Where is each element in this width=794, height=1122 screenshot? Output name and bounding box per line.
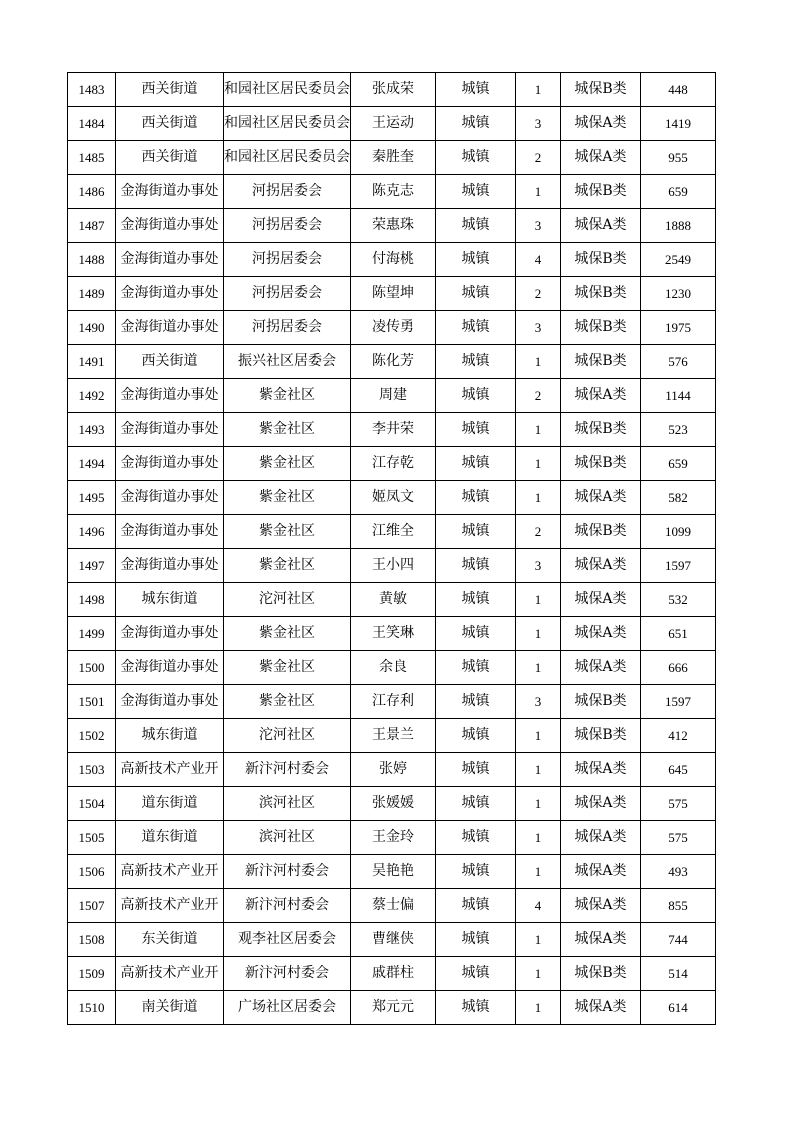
amount-cell: 2549	[641, 243, 716, 277]
community-cell: 新汴河村委会	[224, 889, 351, 923]
community-cell: 新汴河村委会	[224, 855, 351, 889]
amount-cell: 575	[641, 787, 716, 821]
table-row	[68, 413, 716, 447]
street-cell: 城东街道	[116, 583, 224, 617]
row-number-cell: 1505	[68, 821, 116, 855]
name-cell: 江存乾	[351, 447, 436, 481]
street-cell: 金海街道办事处	[116, 481, 224, 515]
insurance-category-cell: 城保B类	[561, 277, 641, 311]
row-number-cell: 1503	[68, 753, 116, 787]
area-type-cell: 城镇	[436, 481, 516, 515]
community-cell: 紫金社区	[224, 685, 351, 719]
area-type-cell: 城镇	[436, 107, 516, 141]
area-type-cell: 城镇	[436, 719, 516, 753]
area-type-cell: 城镇	[436, 277, 516, 311]
area-type-cell: 城镇	[436, 991, 516, 1025]
name-cell: 王景兰	[351, 719, 436, 753]
name-cell: 蔡士偏	[351, 889, 436, 923]
community-cell: 河拐居委会	[224, 311, 351, 345]
community-cell: 观李社区居委会	[224, 923, 351, 957]
row-number-cell: 1494	[68, 447, 116, 481]
row-number-cell: 1504	[68, 787, 116, 821]
table-row	[68, 73, 716, 107]
amount-cell: 514	[641, 957, 716, 991]
household-count-cell: 2	[516, 141, 561, 175]
area-type-cell: 城镇	[436, 345, 516, 379]
name-cell: 周建	[351, 379, 436, 413]
insurance-category-cell: 城保A类	[561, 991, 641, 1025]
area-type-cell: 城镇	[436, 787, 516, 821]
name-cell: 余良	[351, 651, 436, 685]
table-row	[68, 923, 716, 957]
row-number-cell: 1499	[68, 617, 116, 651]
table-body	[68, 73, 716, 1025]
row-number-cell: 1492	[68, 379, 116, 413]
street-cell: 西关街道	[116, 345, 224, 379]
street-cell: 西关街道	[116, 141, 224, 175]
row-number-cell: 1495	[68, 481, 116, 515]
community-cell: 滨河社区	[224, 821, 351, 855]
household-count-cell: 1	[516, 447, 561, 481]
table-row	[68, 481, 716, 515]
amount-cell: 1975	[641, 311, 716, 345]
street-cell: 西关街道	[116, 73, 224, 107]
insurance-category-cell: 城保B类	[561, 515, 641, 549]
row-number-cell: 1501	[68, 685, 116, 719]
amount-cell: 651	[641, 617, 716, 651]
row-number-cell: 1496	[68, 515, 116, 549]
name-cell: 王笑琳	[351, 617, 436, 651]
row-number-cell: 1497	[68, 549, 116, 583]
table-row	[68, 175, 716, 209]
household-count-cell: 1	[516, 175, 561, 209]
table-row	[68, 107, 716, 141]
street-cell: 金海街道办事处	[116, 209, 224, 243]
area-type-cell: 城镇	[436, 651, 516, 685]
row-number-cell: 1487	[68, 209, 116, 243]
street-cell: 高新技术产业开	[116, 957, 224, 991]
household-count-cell: 1	[516, 957, 561, 991]
row-number-cell: 1502	[68, 719, 116, 753]
insurance-category-cell: 城保B类	[561, 957, 641, 991]
amount-cell: 575	[641, 821, 716, 855]
row-number-cell: 1507	[68, 889, 116, 923]
name-cell: 姬凤文	[351, 481, 436, 515]
table-row	[68, 787, 716, 821]
amount-cell: 855	[641, 889, 716, 923]
household-count-cell: 1	[516, 481, 561, 515]
household-count-cell: 2	[516, 277, 561, 311]
street-cell: 金海街道办事处	[116, 277, 224, 311]
amount-cell: 1099	[641, 515, 716, 549]
household-count-cell: 1	[516, 855, 561, 889]
community-cell: 紫金社区	[224, 549, 351, 583]
street-cell: 金海街道办事处	[116, 685, 224, 719]
table-row	[68, 991, 716, 1025]
amount-cell: 582	[641, 481, 716, 515]
street-cell: 道东街道	[116, 787, 224, 821]
insurance-category-cell: 城保A类	[561, 753, 641, 787]
household-count-cell: 1	[516, 617, 561, 651]
insurance-category-cell: 城保B类	[561, 73, 641, 107]
street-cell: 城东街道	[116, 719, 224, 753]
table-row	[68, 515, 716, 549]
household-count-cell: 3	[516, 107, 561, 141]
street-cell: 东关街道	[116, 923, 224, 957]
street-cell: 金海街道办事处	[116, 413, 224, 447]
community-cell: 河拐居委会	[224, 175, 351, 209]
area-type-cell: 城镇	[436, 73, 516, 107]
household-count-cell: 3	[516, 311, 561, 345]
name-cell: 王运动	[351, 107, 436, 141]
row-number-cell: 1489	[68, 277, 116, 311]
row-number-cell: 1506	[68, 855, 116, 889]
community-cell: 沱河社区	[224, 583, 351, 617]
street-cell: 金海街道办事处	[116, 243, 224, 277]
household-count-cell: 4	[516, 243, 561, 277]
insurance-category-cell: 城保A类	[561, 855, 641, 889]
name-cell: 王小四	[351, 549, 436, 583]
insurance-category-cell: 城保A类	[561, 549, 641, 583]
row-number-cell: 1488	[68, 243, 116, 277]
insurance-category-cell: 城保A类	[561, 787, 641, 821]
amount-cell: 576	[641, 345, 716, 379]
street-cell: 高新技术产业开	[116, 753, 224, 787]
table-row	[68, 549, 716, 583]
insurance-category-cell: 城保A类	[561, 481, 641, 515]
community-cell: 河拐居委会	[224, 277, 351, 311]
row-number-cell: 1491	[68, 345, 116, 379]
household-count-cell: 1	[516, 73, 561, 107]
table-row	[68, 277, 716, 311]
household-count-cell: 1	[516, 345, 561, 379]
name-cell: 荣惠珠	[351, 209, 436, 243]
area-type-cell: 城镇	[436, 685, 516, 719]
area-type-cell: 城镇	[436, 243, 516, 277]
row-number-cell: 1509	[68, 957, 116, 991]
amount-cell: 1888	[641, 209, 716, 243]
insurance-category-cell: 城保A类	[561, 889, 641, 923]
area-type-cell: 城镇	[436, 413, 516, 447]
insurance-category-cell: 城保B类	[561, 345, 641, 379]
insurance-category-cell: 城保B类	[561, 685, 641, 719]
street-cell: 道东街道	[116, 821, 224, 855]
household-count-cell: 3	[516, 685, 561, 719]
amount-cell: 1230	[641, 277, 716, 311]
table-row	[68, 651, 716, 685]
area-type-cell: 城镇	[436, 175, 516, 209]
household-count-cell: 1	[516, 719, 561, 753]
amount-cell: 659	[641, 175, 716, 209]
amount-cell: 955	[641, 141, 716, 175]
community-cell: 和园社区居民委员会	[224, 141, 351, 175]
street-cell: 西关街道	[116, 107, 224, 141]
street-cell: 金海街道办事处	[116, 617, 224, 651]
table-row	[68, 345, 716, 379]
insurance-category-cell: 城保B类	[561, 719, 641, 753]
street-cell: 金海街道办事处	[116, 515, 224, 549]
area-type-cell: 城镇	[436, 379, 516, 413]
community-cell: 紫金社区	[224, 481, 351, 515]
row-number-cell: 1500	[68, 651, 116, 685]
name-cell: 黄敏	[351, 583, 436, 617]
street-cell: 金海街道办事处	[116, 651, 224, 685]
street-cell: 金海街道办事处	[116, 447, 224, 481]
community-cell: 新汴河村委会	[224, 957, 351, 991]
area-type-cell: 城镇	[436, 141, 516, 175]
insurance-category-cell: 城保A类	[561, 923, 641, 957]
table-row	[68, 243, 716, 277]
household-count-cell: 1	[516, 821, 561, 855]
community-cell: 沱河社区	[224, 719, 351, 753]
table-row	[68, 379, 716, 413]
table-row	[68, 583, 716, 617]
community-cell: 和园社区居民委员会	[224, 73, 351, 107]
name-cell: 秦胜奎	[351, 141, 436, 175]
household-count-cell: 1	[516, 923, 561, 957]
row-number-cell: 1510	[68, 991, 116, 1025]
name-cell: 凌传勇	[351, 311, 436, 345]
row-number-cell: 1490	[68, 311, 116, 345]
area-type-cell: 城镇	[436, 821, 516, 855]
name-cell: 江维全	[351, 515, 436, 549]
insurance-category-cell: 城保A类	[561, 651, 641, 685]
insurance-category-cell: 城保A类	[561, 379, 641, 413]
name-cell: 郑元元	[351, 991, 436, 1025]
amount-cell: 412	[641, 719, 716, 753]
name-cell: 戚群柱	[351, 957, 436, 991]
insurance-category-cell: 城保B类	[561, 447, 641, 481]
household-count-cell: 1	[516, 787, 561, 821]
name-cell: 江存利	[351, 685, 436, 719]
household-count-cell: 2	[516, 515, 561, 549]
area-type-cell: 城镇	[436, 617, 516, 651]
name-cell: 陈克志	[351, 175, 436, 209]
household-count-cell: 1	[516, 651, 561, 685]
table-row	[68, 447, 716, 481]
amount-cell: 448	[641, 73, 716, 107]
table-row	[68, 753, 716, 787]
table-row	[68, 311, 716, 345]
street-cell: 金海街道办事处	[116, 175, 224, 209]
area-type-cell: 城镇	[436, 583, 516, 617]
street-cell: 金海街道办事处	[116, 549, 224, 583]
community-cell: 河拐居委会	[224, 243, 351, 277]
area-type-cell: 城镇	[436, 515, 516, 549]
community-cell: 紫金社区	[224, 617, 351, 651]
insurance-category-cell: 城保A类	[561, 617, 641, 651]
community-cell: 振兴社区居委会	[224, 345, 351, 379]
community-cell: 紫金社区	[224, 515, 351, 549]
table-row	[68, 719, 716, 753]
community-cell: 滨河社区	[224, 787, 351, 821]
row-number-cell: 1486	[68, 175, 116, 209]
data-table	[67, 72, 716, 1025]
table-row	[68, 617, 716, 651]
community-cell: 新汴河村委会	[224, 753, 351, 787]
row-number-cell: 1484	[68, 107, 116, 141]
amount-cell: 493	[641, 855, 716, 889]
household-count-cell: 2	[516, 379, 561, 413]
area-type-cell: 城镇	[436, 923, 516, 957]
table-row	[68, 821, 716, 855]
household-count-cell: 1	[516, 991, 561, 1025]
row-number-cell: 1508	[68, 923, 116, 957]
community-cell: 紫金社区	[224, 413, 351, 447]
insurance-category-cell: 城保A类	[561, 209, 641, 243]
community-cell: 广场社区居委会	[224, 991, 351, 1025]
street-cell: 金海街道办事处	[116, 379, 224, 413]
street-cell: 南关街道	[116, 991, 224, 1025]
amount-cell: 659	[641, 447, 716, 481]
insurance-category-cell: 城保A类	[561, 141, 641, 175]
insurance-category-cell: 城保A类	[561, 821, 641, 855]
name-cell: 张成荣	[351, 73, 436, 107]
amount-cell: 1419	[641, 107, 716, 141]
amount-cell: 1144	[641, 379, 716, 413]
name-cell: 陈望坤	[351, 277, 436, 311]
community-cell: 和园社区居民委员会	[224, 107, 351, 141]
community-cell: 紫金社区	[224, 379, 351, 413]
street-cell: 金海街道办事处	[116, 311, 224, 345]
street-cell: 高新技术产业开	[116, 855, 224, 889]
table-row	[68, 141, 716, 175]
name-cell: 曹继侠	[351, 923, 436, 957]
table-row	[68, 889, 716, 923]
name-cell: 吴艳艳	[351, 855, 436, 889]
household-count-cell: 1	[516, 413, 561, 447]
insurance-category-cell: 城保B类	[561, 413, 641, 447]
name-cell: 张媛媛	[351, 787, 436, 821]
street-cell: 高新技术产业开	[116, 889, 224, 923]
amount-cell: 523	[641, 413, 716, 447]
name-cell: 陈化芳	[351, 345, 436, 379]
amount-cell: 645	[641, 753, 716, 787]
household-count-cell: 3	[516, 209, 561, 243]
table-row	[68, 209, 716, 243]
insurance-category-cell: 城保A类	[561, 583, 641, 617]
community-cell: 紫金社区	[224, 447, 351, 481]
row-number-cell: 1498	[68, 583, 116, 617]
row-number-cell: 1483	[68, 73, 116, 107]
area-type-cell: 城镇	[436, 889, 516, 923]
insurance-category-cell: 城保A类	[561, 107, 641, 141]
name-cell: 张婷	[351, 753, 436, 787]
name-cell: 李井荣	[351, 413, 436, 447]
area-type-cell: 城镇	[436, 311, 516, 345]
community-cell: 紫金社区	[224, 651, 351, 685]
household-count-cell: 1	[516, 583, 561, 617]
community-cell: 河拐居委会	[224, 209, 351, 243]
amount-cell: 1597	[641, 549, 716, 583]
area-type-cell: 城镇	[436, 957, 516, 991]
row-number-cell: 1485	[68, 141, 116, 175]
area-type-cell: 城镇	[436, 447, 516, 481]
household-count-cell: 1	[516, 753, 561, 787]
amount-cell: 666	[641, 651, 716, 685]
household-count-cell: 4	[516, 889, 561, 923]
area-type-cell: 城镇	[436, 855, 516, 889]
table-row	[68, 685, 716, 719]
amount-cell: 744	[641, 923, 716, 957]
area-type-cell: 城镇	[436, 753, 516, 787]
area-type-cell: 城镇	[436, 549, 516, 583]
insurance-category-cell: 城保B类	[561, 175, 641, 209]
table-row	[68, 957, 716, 991]
amount-cell: 532	[641, 583, 716, 617]
name-cell: 王金玲	[351, 821, 436, 855]
insurance-category-cell: 城保B类	[561, 311, 641, 345]
amount-cell: 1597	[641, 685, 716, 719]
table-row	[68, 855, 716, 889]
area-type-cell: 城镇	[436, 209, 516, 243]
insurance-category-cell: 城保B类	[561, 243, 641, 277]
row-number-cell: 1493	[68, 413, 116, 447]
amount-cell: 614	[641, 991, 716, 1025]
household-count-cell: 3	[516, 549, 561, 583]
name-cell: 付海桃	[351, 243, 436, 277]
